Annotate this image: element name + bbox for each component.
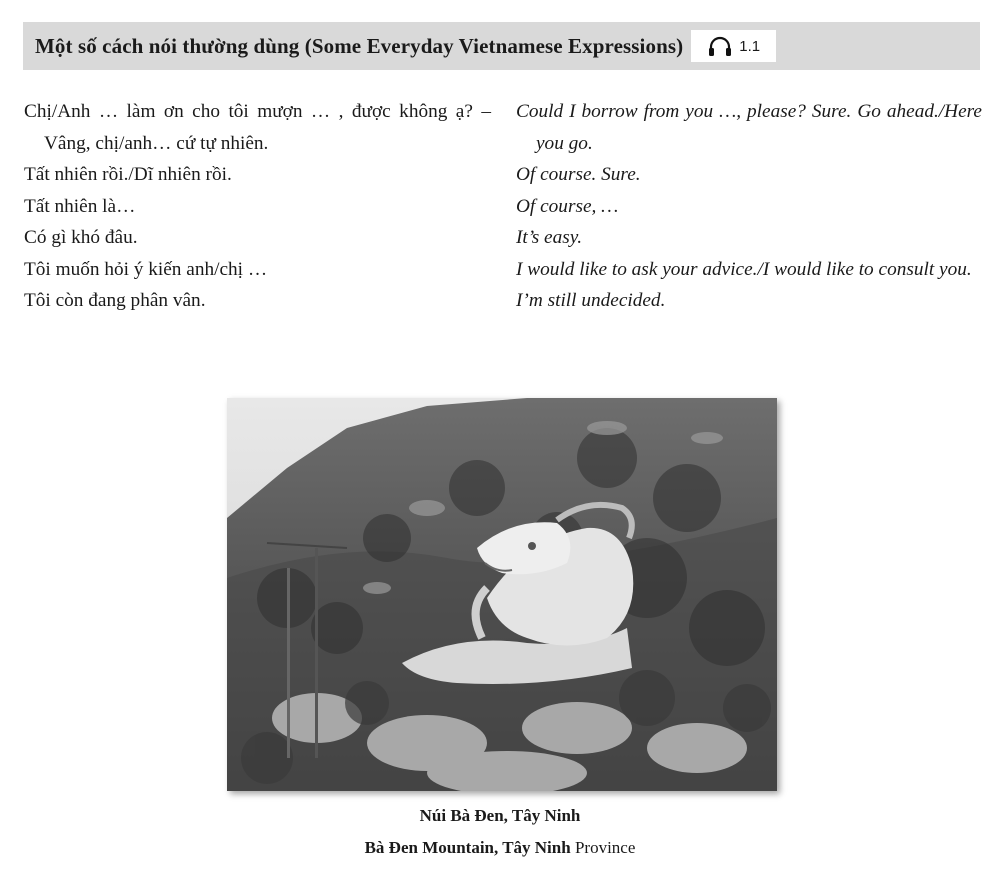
phrase-vietnamese: Tôi còn đang phân vân. bbox=[24, 290, 206, 311]
audio-track-number: 1.1 bbox=[739, 37, 761, 55]
phrase-row bbox=[24, 254, 982, 286]
phrase-vietnamese: Tất nhiên là… bbox=[24, 195, 136, 217]
audio-track-badge[interactable] bbox=[691, 30, 776, 62]
phrase-vietnamese: Tất nhiên rồi./Dĩ nhiên rồi. bbox=[24, 164, 232, 185]
phrase-vietnamese: Chị/Anh … làm ơn cho tôi mượn … , được không ạ? – Vâng, chị/anh… cứ tự nhiên. bbox=[24, 101, 491, 154]
phrase-row bbox=[24, 159, 982, 191]
photo-caption-vietnamese: Núi Bà Đen, Tây Ninh bbox=[419, 806, 581, 825]
section-title: Một số cách nói thường dùng (Some Everyday Vietnamese Expressions) bbox=[35, 33, 684, 58]
phrase-english: I’m still undecided. bbox=[516, 290, 666, 311]
phrase-english: I would like to ask your advice./I would like to consult you. bbox=[516, 258, 972, 280]
photo-caption-english bbox=[200, 838, 800, 858]
phrase-row bbox=[24, 285, 982, 317]
phrase-list bbox=[24, 96, 982, 317]
headphones-icon bbox=[707, 35, 733, 57]
phrase-english: Of course, … bbox=[516, 195, 619, 217]
section-header bbox=[23, 22, 980, 70]
phrase-english: Could I borrow from you …, please? Sure. Go ahead./Here you go. bbox=[516, 101, 982, 154]
caption-place-name: Bà Đen Mountain, Tây Ninh bbox=[364, 838, 571, 857]
phrase-row bbox=[24, 96, 982, 159]
phrase-english: It’s easy. bbox=[516, 227, 583, 248]
caption-suffix: Province bbox=[570, 838, 636, 857]
phrase-vietnamese: Có gì khó đâu. bbox=[24, 227, 138, 248]
dragon-statue-image bbox=[227, 398, 777, 791]
phrase-english: Of course. Sure. bbox=[516, 164, 641, 185]
phrase-row bbox=[24, 191, 982, 223]
phrase-vietnamese: Tôi muốn hỏi ý kiến anh/chị … bbox=[24, 258, 268, 280]
mountain-photo bbox=[227, 398, 777, 791]
phrase-row bbox=[24, 222, 982, 254]
